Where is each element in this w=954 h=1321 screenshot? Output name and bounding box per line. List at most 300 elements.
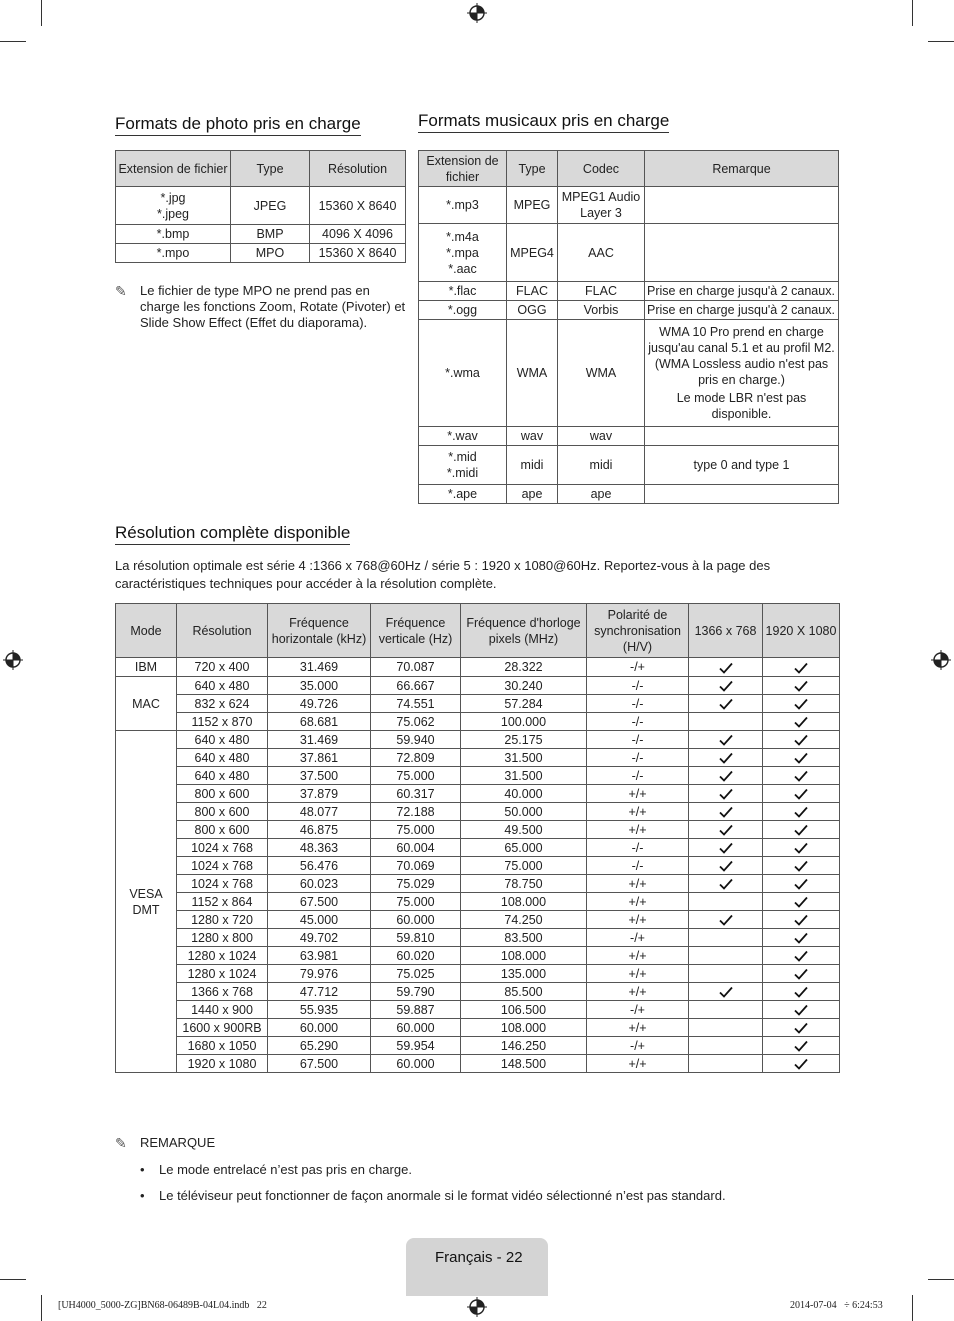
- music-ext-cell-line: *.mp3: [446, 198, 479, 212]
- table-row: [116, 767, 840, 785]
- res-hfreq-cell: 55.935: [268, 1001, 371, 1019]
- table-row: [419, 224, 839, 282]
- check-icon: [793, 715, 809, 729]
- res-mode-cell: [116, 658, 177, 677]
- music-type-cell-line: MPEG: [513, 198, 551, 212]
- res-pixclock-cell: 108.000: [461, 1019, 587, 1037]
- res-1920-cell: [763, 658, 840, 677]
- res-hfreq-cell: 49.702: [268, 929, 371, 947]
- res-vfreq-cell: 59.790: [371, 983, 461, 1001]
- res-resolution-cell: 1152 x 870: [177, 713, 268, 731]
- photo-ext-cell: [116, 225, 231, 244]
- res-vfreq-cell: 75.025: [371, 965, 461, 983]
- res-1366-cell: [689, 695, 763, 713]
- resolution-heading: Résolution complète disponible: [115, 523, 350, 545]
- res-pixclock-cell: 148.500: [461, 1055, 587, 1073]
- check-icon: [793, 679, 809, 693]
- res-1366-cell: [689, 947, 763, 965]
- res-mode-cell: [116, 677, 177, 731]
- check-icon: [793, 967, 809, 981]
- table-row: [116, 929, 840, 947]
- res-pixclock-cell: 83.500: [461, 929, 587, 947]
- res-resolution-cell: 1280 x 720: [177, 911, 268, 929]
- res-1366-cell: [689, 803, 763, 821]
- res-1366-cell: [689, 911, 763, 929]
- table-row: [419, 427, 839, 446]
- res-1366-cell: [689, 1001, 763, 1019]
- photo-type-cell: [231, 225, 310, 244]
- crop-mark: [928, 1279, 954, 1280]
- music-codec-cell: [558, 187, 645, 224]
- music-codec-cell-line: WMA: [585, 366, 617, 380]
- res-polarity-cell: +/+: [587, 821, 689, 839]
- remark-item: Le mode entrelacé n’est pas pris en charge.: [159, 1162, 412, 1177]
- res-hfreq-cell: 63.981: [268, 947, 371, 965]
- res-1920-cell: [763, 911, 840, 929]
- res-polarity-cell: -/+: [587, 658, 689, 677]
- music-remark-cell-line: type 0 and type 1: [693, 458, 790, 472]
- photo-res-cell-line: 15360 X 8640: [318, 198, 397, 213]
- check-icon: [793, 877, 809, 891]
- table-row: [116, 1019, 840, 1037]
- res-hfreq-cell: 47.712: [268, 983, 371, 1001]
- res-resolution-cell: 1600 x 900RB: [177, 1019, 268, 1037]
- music-codec-cell-line: AAC: [588, 245, 614, 260]
- res-1366-cell: [689, 677, 763, 695]
- res-vfreq-cell: 59.954: [371, 1037, 461, 1055]
- res-hfreq-cell: 48.363: [268, 839, 371, 857]
- res-1366-cell: [689, 1037, 763, 1055]
- check-icon: [718, 805, 734, 819]
- res-mode-cell: [116, 731, 177, 1073]
- music-remark-cell: [645, 485, 839, 504]
- check-icon: [718, 751, 734, 765]
- music-remark-cell: [645, 301, 839, 320]
- check-icon: [793, 805, 809, 819]
- music-type-cell-line: wav: [520, 429, 544, 443]
- pencil-icon: ✎: [115, 283, 127, 299]
- res-1920-cell: [763, 749, 840, 767]
- music-codec-cell-line: midi: [589, 458, 613, 472]
- table-row: [116, 911, 840, 929]
- res-1920-cell: [763, 677, 840, 695]
- res-vfreq-cell: 70.069: [371, 857, 461, 875]
- res-header-1920: 1920 X 1080: [763, 604, 840, 658]
- music-ext-cell-line: *.wma: [445, 366, 480, 380]
- music-type-cell-line: ape: [521, 487, 543, 501]
- res-pixclock-cell: 146.250: [461, 1037, 587, 1055]
- res-pixclock-cell: 106.500: [461, 1001, 587, 1019]
- table-row: [419, 187, 839, 224]
- res-hfreq-cell: 67.500: [268, 893, 371, 911]
- music-ext-cell-line: *.ape: [447, 487, 478, 501]
- table-row: [116, 893, 840, 911]
- photo-header-extension: Extension de fichier: [116, 151, 231, 187]
- table-row: [116, 658, 840, 677]
- res-resolution-cell: 1280 x 1024: [177, 965, 268, 983]
- res-resolution-cell: 800 x 600: [177, 785, 268, 803]
- photo-header-type: Type: [231, 151, 310, 187]
- res-resolution-cell: 1024 x 768: [177, 839, 268, 857]
- photo-header-resolution: Résolution: [310, 151, 406, 187]
- page-number: Français - 22: [435, 1249, 523, 1266]
- music-formats-heading: Formats musicaux pris en charge: [418, 111, 669, 133]
- res-1366-cell: [689, 875, 763, 893]
- res-resolution-cell: 1024 x 768: [177, 875, 268, 893]
- music-remark-cell: [645, 282, 839, 301]
- res-vfreq-cell: 59.810: [371, 929, 461, 947]
- res-vfreq-cell: 60.004: [371, 839, 461, 857]
- res-hfreq-cell: 46.875: [268, 821, 371, 839]
- res-mode-cell-line: DMT: [132, 902, 160, 917]
- table-row: [116, 1001, 840, 1019]
- print-info-right: 2014-07-04 ÷ 6:24:53: [790, 1300, 883, 1311]
- page-number-tab: [406, 1238, 548, 1296]
- music-codec-cell: [558, 224, 645, 282]
- music-ext-cell: [419, 446, 507, 485]
- res-vfreq-cell: 70.087: [371, 658, 461, 677]
- res-1366-cell: [689, 713, 763, 731]
- photo-ext-cell: [116, 244, 231, 263]
- res-pixclock-cell: 57.284: [461, 695, 587, 713]
- music-ext-cell: [419, 427, 507, 446]
- res-1366-cell: [689, 893, 763, 911]
- photo-type-cell-line: JPEG: [253, 198, 287, 213]
- crop-mark: [912, 0, 913, 26]
- check-icon: [793, 661, 809, 675]
- res-vfreq-cell: 72.188: [371, 803, 461, 821]
- photo-res-cell-line: 4096 X 4096: [322, 227, 393, 241]
- photo-formats-table: [115, 150, 406, 263]
- check-icon: [718, 769, 734, 783]
- table-row: [116, 244, 406, 263]
- check-icon: [718, 985, 734, 999]
- table-row: [116, 947, 840, 965]
- res-1366-cell: [689, 965, 763, 983]
- music-type-cell: [507, 485, 558, 504]
- res-resolution-cell: 720 x 400: [177, 658, 268, 677]
- table-row: [116, 875, 840, 893]
- res-polarity-cell: +/+: [587, 947, 689, 965]
- res-polarity-cell: -/-: [587, 749, 689, 767]
- res-polarity-cell: +/+: [587, 983, 689, 1001]
- res-polarity-cell: +/+: [587, 1019, 689, 1037]
- table-row: [116, 187, 406, 225]
- check-icon: [718, 823, 734, 837]
- table-row: [116, 965, 840, 983]
- music-codec-cell: [558, 427, 645, 446]
- photo-formats-heading: Formats de photo pris en charge: [115, 114, 361, 136]
- music-ext-cell: [419, 224, 507, 282]
- res-1920-cell: [763, 1019, 840, 1037]
- res-polarity-cell: +/+: [587, 785, 689, 803]
- res-vfreq-cell: 72.809: [371, 749, 461, 767]
- music-remark-cell: [645, 446, 839, 485]
- table-row: [116, 839, 840, 857]
- check-icon: [718, 859, 734, 873]
- music-type-cell: [507, 282, 558, 301]
- table-row: [116, 821, 840, 839]
- res-pixclock-cell: 30.240: [461, 677, 587, 695]
- table-row: [116, 225, 406, 244]
- res-polarity-cell: -/-: [587, 839, 689, 857]
- res-1920-cell: [763, 893, 840, 911]
- music-remark-cell-line: WMA 10 Pro prend en charge jusqu'au canal 5.1 et au profil M2. (WMA Lossless audio n'est pas pris en charge.): [648, 325, 835, 387]
- res-vfreq-cell: 75.000: [371, 767, 461, 785]
- check-icon: [718, 877, 734, 891]
- resolution-intro: La résolution optimale est série 4 :1366 x 768@60Hz / série 5 : 1920 x 1080@60Hz. Reportez-vous à la page des caractéristiques techniques pour accéder à la résolution complète.: [115, 558, 771, 591]
- check-icon: [793, 751, 809, 765]
- check-icon: [793, 1057, 809, 1071]
- res-resolution-cell: 640 x 480: [177, 731, 268, 749]
- music-remark-cell: [645, 320, 839, 427]
- res-1366-cell: [689, 983, 763, 1001]
- res-header-hfreq: Fréquence horizontale (kHz): [268, 604, 371, 658]
- res-pixclock-cell: 108.000: [461, 893, 587, 911]
- check-icon: [793, 913, 809, 927]
- res-resolution-cell: 1920 x 1080: [177, 1055, 268, 1073]
- res-polarity-cell: +/+: [587, 1055, 689, 1073]
- res-1920-cell: [763, 695, 840, 713]
- music-remark-cell-line: Le mode LBR n'est pas disponible.: [676, 391, 807, 421]
- res-polarity-cell: -/+: [587, 929, 689, 947]
- photo-ext-cell: [116, 187, 231, 225]
- music-ext-cell-line: *.midi: [446, 466, 479, 480]
- music-ext-cell: [419, 485, 507, 504]
- table-row: [116, 857, 840, 875]
- photo-res-cell: [310, 244, 406, 263]
- res-hfreq-cell: 48.077: [268, 803, 371, 821]
- res-polarity-cell: +/+: [587, 875, 689, 893]
- music-header-remark: Remarque: [645, 151, 839, 187]
- res-1366-cell: [689, 1019, 763, 1037]
- res-vfreq-cell: 59.940: [371, 731, 461, 749]
- photo-type-cell-line: BMP: [256, 227, 284, 241]
- check-icon: [793, 1021, 809, 1035]
- table-row: [116, 749, 840, 767]
- res-polarity-cell: +/+: [587, 893, 689, 911]
- music-type-cell-line: WMA: [516, 366, 548, 380]
- check-icon: [718, 661, 734, 675]
- check-icon: [793, 895, 809, 909]
- res-hfreq-cell: 37.879: [268, 785, 371, 803]
- music-remark-cell-line: Prise en charge jusqu'à 2 canaux.: [647, 284, 835, 298]
- res-header-vfreq: Fréquence verticale (Hz): [371, 604, 461, 658]
- crop-mark: [928, 41, 954, 42]
- res-1920-cell: [763, 983, 840, 1001]
- res-vfreq-cell: 74.551: [371, 695, 461, 713]
- music-ext-cell: [419, 187, 507, 224]
- res-hfreq-cell: 67.500: [268, 1055, 371, 1073]
- res-resolution-cell: 1280 x 1024: [177, 947, 268, 965]
- res-1366-cell: [689, 929, 763, 947]
- res-1920-cell: [763, 875, 840, 893]
- table-row: [419, 301, 839, 320]
- music-codec-cell-line: MPEG1 Audio Layer 3: [561, 190, 641, 220]
- registration-mark-icon: [930, 649, 952, 671]
- res-pixclock-cell: 74.250: [461, 911, 587, 929]
- music-type-cell-line: FLAC: [516, 284, 548, 298]
- remark-item: Le téléviseur peut fonctionner de façon anormale si le format vidéo sélectionné n’est pas standard.: [159, 1188, 726, 1203]
- print-info-left: [UH4000_5000-ZG]BN68-06489B-04L04.indb 22: [58, 1300, 267, 1311]
- res-polarity-cell: -/-: [587, 677, 689, 695]
- registration-mark-icon: [2, 649, 24, 671]
- registration-mark-icon: [466, 1296, 488, 1318]
- res-pixclock-cell: 25.175: [461, 731, 587, 749]
- res-1366-cell: [689, 767, 763, 785]
- res-1920-cell: [763, 821, 840, 839]
- check-icon: [718, 913, 734, 927]
- table-row: [116, 713, 840, 731]
- music-ext-cell: [419, 320, 507, 427]
- crop-mark: [0, 1279, 26, 1280]
- res-hfreq-cell: 60.000: [268, 1019, 371, 1037]
- res-1920-cell: [763, 767, 840, 785]
- table-row: [419, 446, 839, 485]
- table-row: [116, 803, 840, 821]
- res-1366-cell: [689, 749, 763, 767]
- res-vfreq-cell: 60.020: [371, 947, 461, 965]
- music-codec-cell: [558, 485, 645, 504]
- photo-type-cell: [231, 187, 310, 225]
- check-icon: [793, 733, 809, 747]
- check-icon: [718, 697, 734, 711]
- check-icon: [793, 1003, 809, 1017]
- check-icon: [793, 823, 809, 837]
- res-resolution-cell: 1280 x 800: [177, 929, 268, 947]
- res-vfreq-cell: 75.062: [371, 713, 461, 731]
- resolution-table: [115, 603, 840, 1073]
- check-icon: [793, 787, 809, 801]
- crop-mark: [41, 1295, 42, 1321]
- table-row: [419, 282, 839, 301]
- res-hfreq-cell: 60.023: [268, 875, 371, 893]
- res-1366-cell: [689, 839, 763, 857]
- music-remark-cell: [645, 224, 839, 282]
- res-hfreq-cell: 37.861: [268, 749, 371, 767]
- music-type-cell: [507, 187, 558, 224]
- remark-title: REMARQUE: [140, 1135, 216, 1150]
- res-resolution-cell: 832 x 624: [177, 695, 268, 713]
- res-polarity-cell: -/-: [587, 695, 689, 713]
- music-codec-cell: [558, 301, 645, 320]
- res-vfreq-cell: 60.000: [371, 1019, 461, 1037]
- res-1366-cell: [689, 785, 763, 803]
- res-vfreq-cell: 66.667: [371, 677, 461, 695]
- music-ext-cell-line: *.m4a: [446, 229, 479, 244]
- res-pixclock-cell: 65.000: [461, 839, 587, 857]
- res-hfreq-cell: 79.976: [268, 965, 371, 983]
- res-pixclock-cell: 75.000: [461, 857, 587, 875]
- res-1366-cell: [689, 857, 763, 875]
- res-pixclock-cell: 50.000: [461, 803, 587, 821]
- res-resolution-cell: 1440 x 900: [177, 1001, 268, 1019]
- check-icon: [793, 859, 809, 873]
- music-type-cell-line: MPEG4: [510, 245, 554, 260]
- res-1920-cell: [763, 713, 840, 731]
- music-remark-cell-line: Prise en charge jusqu'à 2 canaux.: [647, 303, 835, 317]
- music-codec-cell-line: FLAC: [585, 284, 617, 298]
- check-icon: [718, 733, 734, 747]
- photo-ext-cell-line: *.mpo: [156, 246, 190, 260]
- music-codec-cell: [558, 282, 645, 301]
- res-polarity-cell: -/-: [587, 731, 689, 749]
- res-vfreq-cell: 60.000: [371, 911, 461, 929]
- res-resolution-cell: 640 x 480: [177, 767, 268, 785]
- res-resolution-cell: 800 x 600: [177, 803, 268, 821]
- music-codec-cell: [558, 320, 645, 427]
- music-codec-cell: [558, 446, 645, 485]
- table-row: [116, 731, 840, 749]
- photo-res-cell-line: 15360 X 8640: [318, 246, 397, 260]
- crop-mark: [41, 0, 42, 26]
- res-polarity-cell: -/+: [587, 1001, 689, 1019]
- bullet-icon: •: [140, 1162, 145, 1177]
- res-resolution-cell: 800 x 600: [177, 821, 268, 839]
- res-header-mode: Mode: [116, 604, 177, 658]
- res-mode-cell-line: MAC: [132, 696, 160, 711]
- music-ext-cell: [419, 282, 507, 301]
- music-formats-table: [418, 150, 839, 504]
- res-pixclock-cell: 78.750: [461, 875, 587, 893]
- music-remark-cell: [645, 187, 839, 224]
- res-hfreq-cell: 45.000: [268, 911, 371, 929]
- table-row: [419, 320, 839, 427]
- photo-ext-cell-line: *.jpeg: [157, 206, 189, 221]
- table-row: [116, 1037, 840, 1055]
- res-1920-cell: [763, 1037, 840, 1055]
- pencil-icon: ✎: [115, 1135, 127, 1151]
- check-icon: [793, 697, 809, 711]
- table-row: [116, 677, 840, 695]
- res-1920-cell: [763, 857, 840, 875]
- registration-mark-icon: [466, 2, 488, 24]
- photo-res-cell: [310, 225, 406, 244]
- music-type-cell: [507, 427, 558, 446]
- res-pixclock-cell: 49.500: [461, 821, 587, 839]
- res-pixclock-cell: 85.500: [461, 983, 587, 1001]
- check-icon: [793, 1039, 809, 1053]
- res-polarity-cell: -/+: [587, 1037, 689, 1055]
- res-polarity-cell: +/+: [587, 965, 689, 983]
- music-type-cell-line: midi: [520, 458, 544, 472]
- check-icon: [793, 769, 809, 783]
- res-pixclock-cell: 100.000: [461, 713, 587, 731]
- res-1920-cell: [763, 803, 840, 821]
- res-1366-cell: [689, 821, 763, 839]
- crop-mark: [0, 41, 26, 42]
- music-ext-cell-line: *.ogg: [447, 303, 478, 317]
- table-row: [419, 485, 839, 504]
- res-mode-cell-line: IBM: [134, 660, 158, 674]
- res-hfreq-cell: 56.476: [268, 857, 371, 875]
- res-resolution-cell: 640 x 480: [177, 749, 268, 767]
- music-ext-cell-line: *.wav: [447, 429, 478, 443]
- music-type-cell: [507, 446, 558, 485]
- photo-res-cell: [310, 187, 406, 225]
- res-polarity-cell: +/+: [587, 803, 689, 821]
- res-1920-cell: [763, 1001, 840, 1019]
- music-codec-cell-line: wav: [589, 429, 613, 443]
- res-vfreq-cell: 75.029: [371, 875, 461, 893]
- res-1920-cell: [763, 1055, 840, 1073]
- photo-ext-cell-line: *.jpg: [160, 190, 186, 205]
- crop-mark: [912, 1295, 913, 1321]
- photo-note: Le fichier de type MPO ne prend pas en charge les fonctions Zoom, Rotate (Pivoter) et Slide Show Effect (Effet du diaporama).: [140, 283, 406, 330]
- res-resolution-cell: 1024 x 768: [177, 857, 268, 875]
- res-hfreq-cell: 68.681: [268, 713, 371, 731]
- res-vfreq-cell: 75.000: [371, 821, 461, 839]
